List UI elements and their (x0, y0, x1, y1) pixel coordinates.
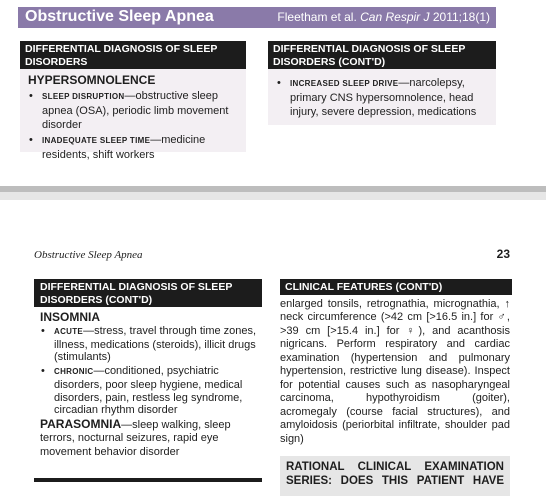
list-item (276, 76, 492, 119)
running-head: Obstructive Sleep Apnea (34, 249, 143, 261)
differential-diagnosis-box (20, 41, 246, 161)
box-heading: CLINICAL FEATURES (CONT'D) (280, 279, 512, 295)
item-text: —stress, travel through time zones, illness, medications (steroids), illicit drugs (stimulants) (54, 325, 257, 364)
box-heading: DIFFERENTIAL DIAGNOSIS OF SLEEP DISORDERS (20, 41, 246, 69)
next-box-heading-bar (34, 478, 262, 482)
item-term: INADEQUATE SLEEP TIME (42, 136, 151, 145)
rational-clinical-exam-box (280, 456, 510, 496)
section-header-bar (18, 7, 496, 28)
subheading-hypersomnolence: HYPERSOMNOLENCE (28, 73, 156, 87)
bullet-list (268, 69, 496, 124)
parasomnia-text: —sleep walking, sleep terrors, nocturnal seizures, rapid eye movement behavior disorder (40, 418, 231, 458)
list-item (28, 133, 242, 162)
item-term: ACUTE (54, 327, 84, 336)
box-heading: DIFFERENTIAL DIAGNOSIS OF SLEEP DISORDERS (CONT'D) (268, 41, 496, 69)
bullet-list (34, 325, 262, 417)
parasomnia-paragraph (40, 418, 262, 460)
item-text: —narcolepsy, primary CNS hypersomnolence, head injury, severe depression, medications (290, 77, 477, 118)
citation-authors: Fleetham et al. (277, 10, 357, 24)
item-text: —obstructive sleep apnea (OSA), periodic limb movement disorder (42, 90, 229, 131)
list-item (28, 89, 242, 132)
item-text: —medicine residents, shift workers (42, 134, 206, 161)
page-number: 23 (496, 247, 510, 261)
bullet-icon: • (277, 77, 281, 89)
box-heading: DIFFERENTIAL DIAGNOSIS OF SLEEP DISORDERS (CONT'D) (34, 279, 262, 307)
page-gap (0, 192, 546, 200)
differential-diagnosis-cont-box (268, 41, 496, 125)
bullet-icon: • (29, 90, 33, 102)
citation (277, 10, 490, 24)
item-term: CHRONIC (54, 367, 94, 377)
clinical-features-text: enlarged tonsils, retrognathia, micrognathia, ↑ neck circumference (>42 cm [>16.5 in.] for ♂, >39 cm [>15.4 in.] for ♀), and acanthosis nigricans. Perform respiratory and cardiac examination (hypertension and pulmonary hypertension, restrictive lung disease). Inspect for potential causes such as nasopharyngeal carcinoma, hypothyroidism (goiter), acromegaly (course facial structures), and amyloidosis (periorbital infiltrate, shoulder pad sign) (280, 297, 510, 445)
list-item (40, 365, 262, 417)
rce-heading: RATIONAL CLINICAL EXAMINATION SERIES: DOES THIS PATIENT HAVE (286, 461, 504, 487)
bullet-icon: • (41, 365, 45, 378)
left-column (34, 279, 262, 459)
citation-ref: 2011;18(1) (432, 10, 490, 24)
item-term: INCREASED SLEEP DRIVE (290, 79, 399, 88)
item-term: SLEEP DISRUPTION (42, 92, 125, 101)
subheading-insomnia: INSOMNIA (40, 310, 100, 324)
bullet-icon: • (41, 325, 45, 337)
section-title: Obstructive Sleep Apnea (25, 8, 214, 25)
right-column (280, 279, 510, 446)
bullet-icon: • (29, 134, 33, 146)
list-item (40, 325, 262, 364)
parasomnia-term: PARASOMNIA (40, 416, 122, 431)
citation-journal: Can Respir J (360, 10, 430, 24)
item-text: —conditioned, psychiatric disorders, poor sleep hygiene, medical disorders, pain, restless leg syndrome, circadian rhythm disorder (54, 365, 243, 417)
bullet-list (20, 89, 246, 167)
